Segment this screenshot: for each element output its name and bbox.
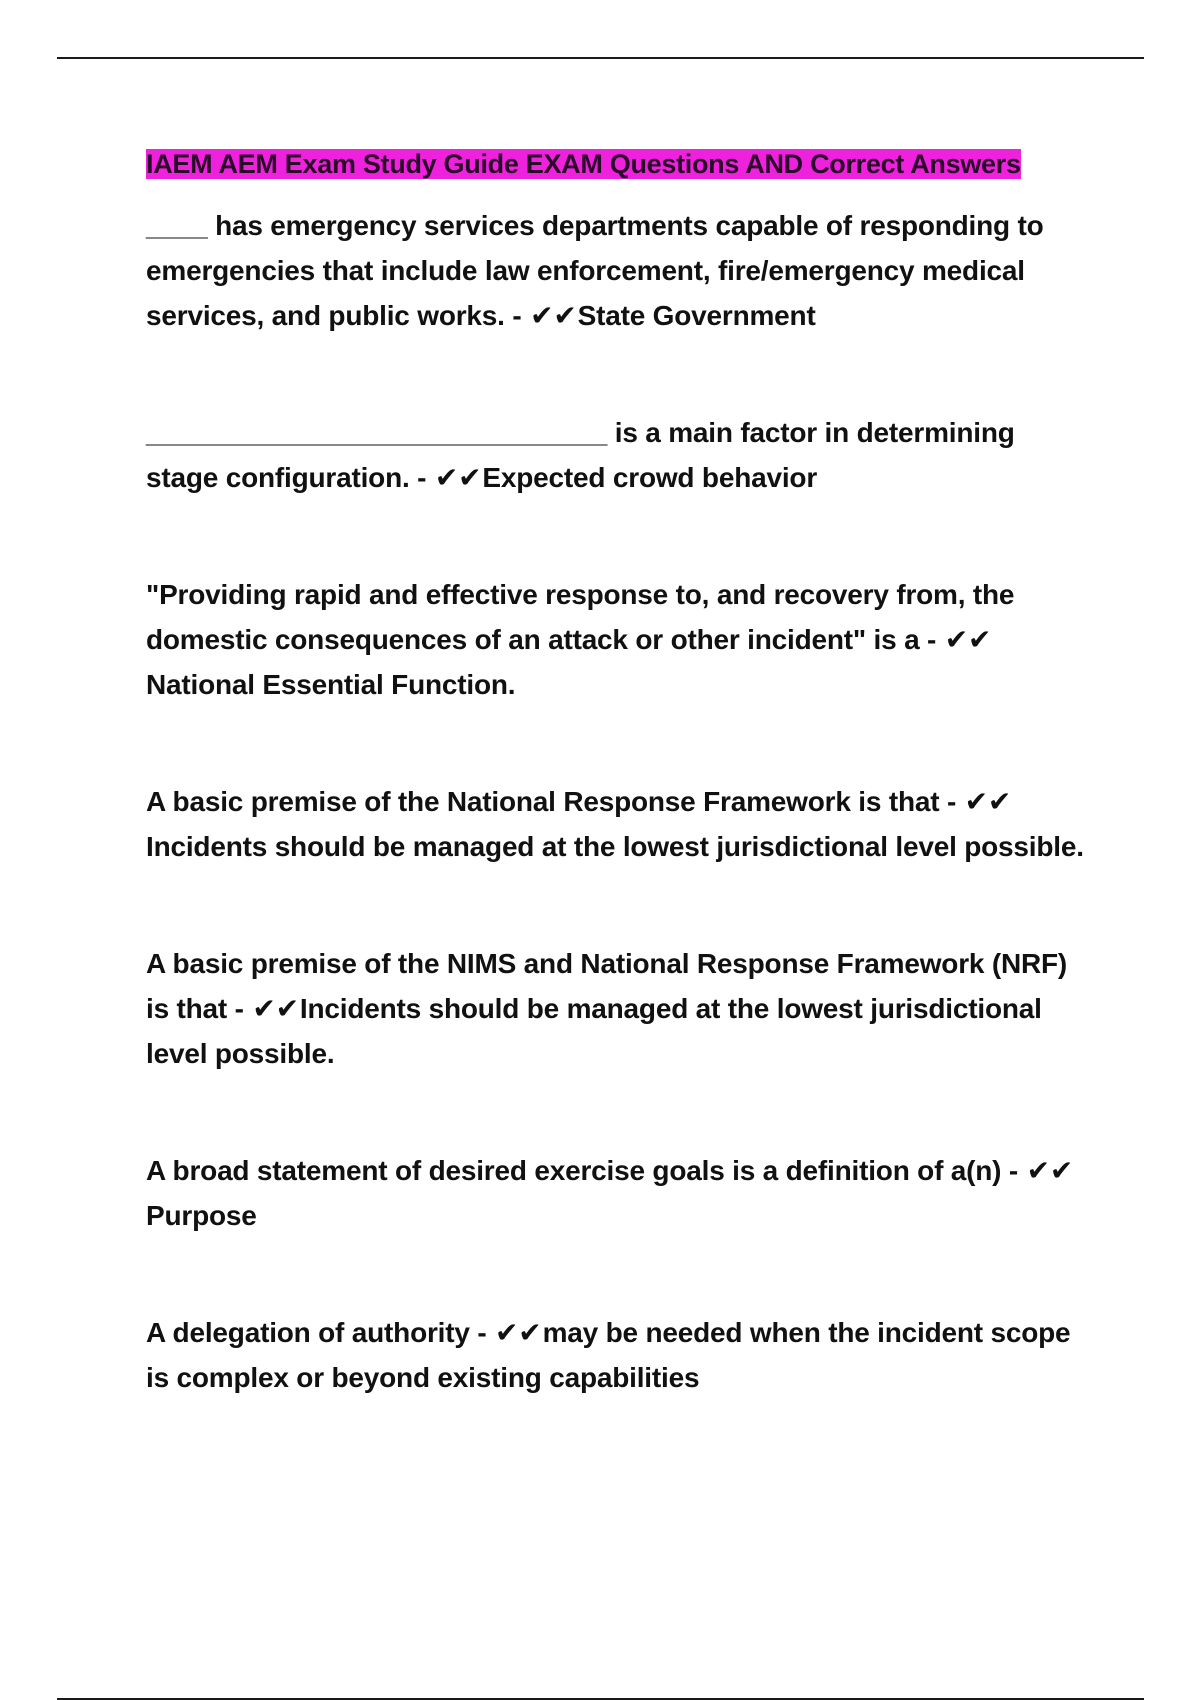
qa-item [146,1148,1086,1238]
question-text: ______________________________ is a main factor in determining stage configuration. - [146,417,1015,493]
double-check-icon: ✔✔ [944,623,992,656]
title-block [146,145,1086,183]
question-text: ____ has emergency services departments capable of responding to emergencies that include law enforcement, fire/emergency medical services, and public works. - [146,210,1044,331]
double-check-icon: ✔✔ [964,785,1012,818]
answer-text: Incidents should be managed at the lowest jurisdictional level possible. [146,831,1084,862]
question-text: A basic premise of the NIMS and National Response Framework (NRF) is that - [146,948,1068,1024]
question-text: "Providing rapid and effective response to, and recovery from, the domestic consequences of an attack or other incident" is a - [146,579,1015,655]
question-text: A broad statement of desired exercise goals is a definition of a(n) - [146,1155,1019,1186]
qa-item [146,1310,1086,1400]
answer-text: may be needed when the incident scope is complex or beyond existing capabilities [146,1317,1071,1393]
answer-text: National Essential Function. [146,669,516,700]
header-rule [57,57,1144,59]
qa-item [146,203,1086,338]
answer-text: Expected crowd behavior [482,462,818,493]
document-title: IAEM AEM Exam Study Guide EXAM Questions AND Correct Answers [146,149,1021,179]
answer-text: Incidents should be managed at the lowest jurisdictional level possible. [146,993,1042,1069]
double-check-icon: ✔✔ [530,299,577,332]
qa-item [146,779,1086,869]
double-check-icon: ✔✔ [1026,1154,1074,1187]
question-text: A basic premise of the National Response Framework is that - [146,786,957,817]
double-check-icon: ✔✔ [495,1316,542,1349]
qa-item [146,572,1086,707]
document-body [146,145,1086,1472]
double-check-icon: ✔✔ [252,992,299,1025]
qa-item [146,410,1086,500]
answer-text: State Government [577,300,816,331]
qa-item [146,941,1086,1076]
question-text: A delegation of authority - [146,1317,487,1348]
double-check-icon: ✔✔ [434,461,482,494]
answer-text: Purpose [146,1200,257,1231]
